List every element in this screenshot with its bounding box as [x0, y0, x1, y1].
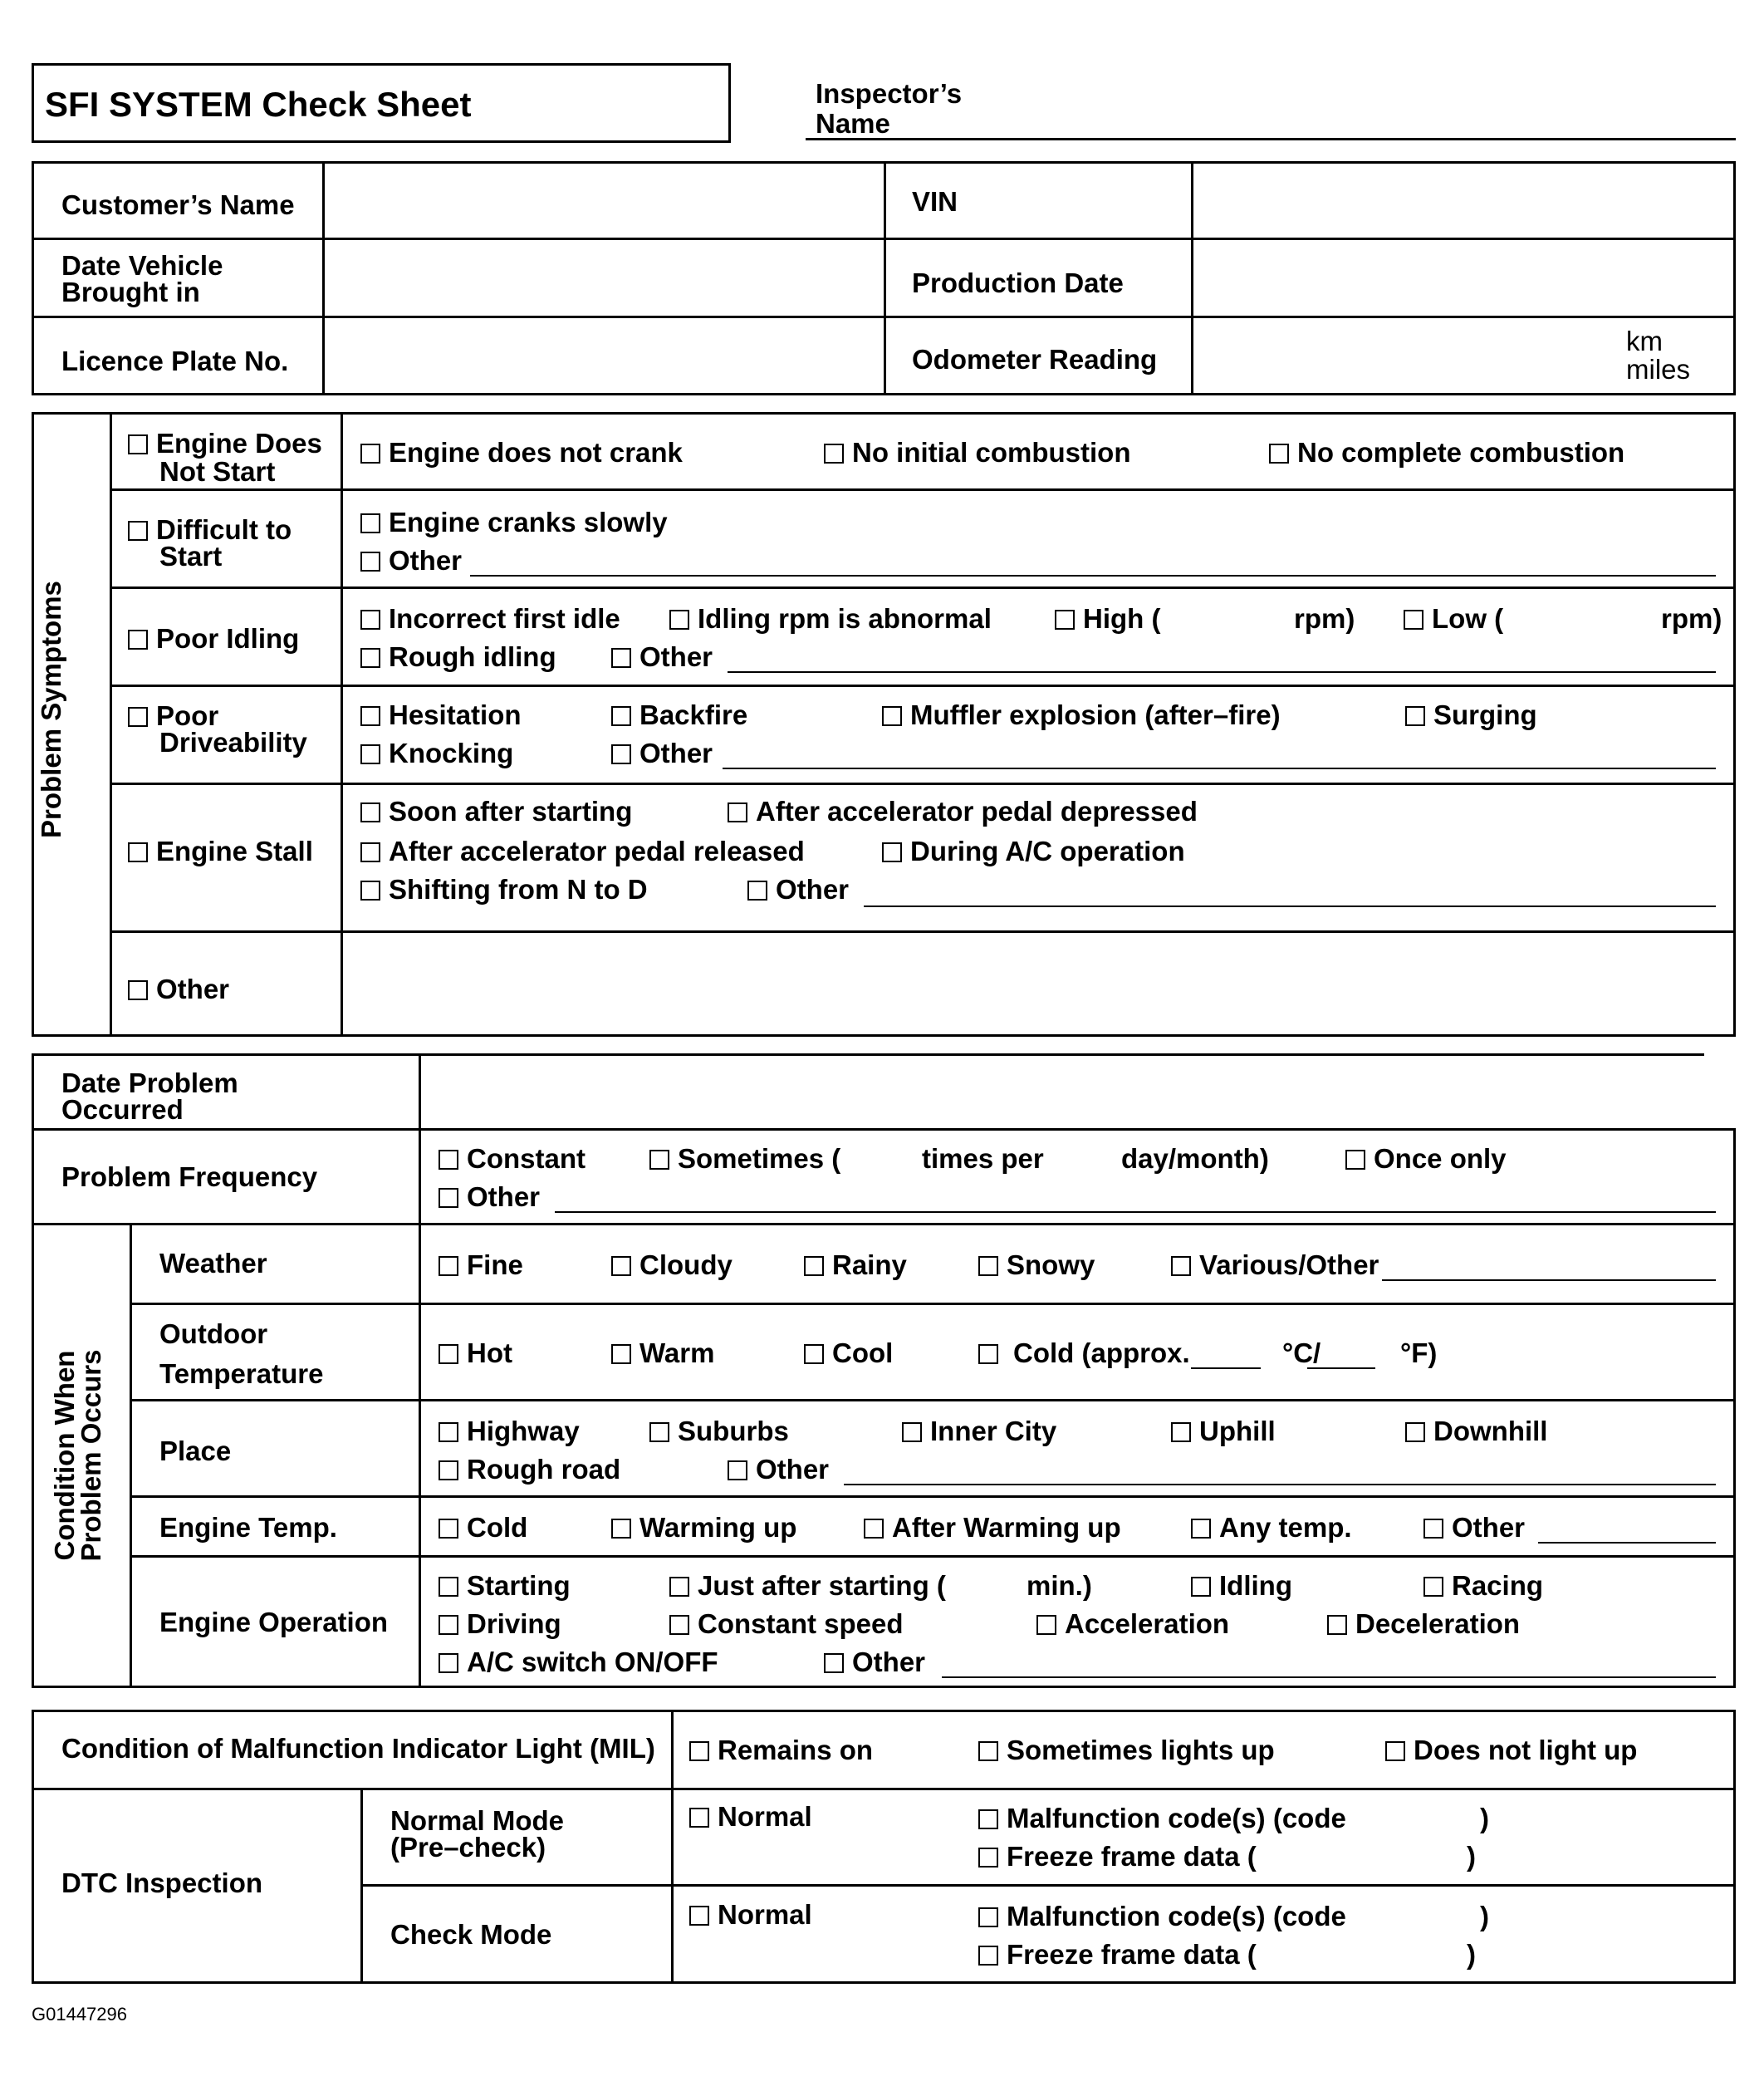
licence-plate-field[interactable] [326, 319, 880, 394]
customer-name-label: Customer’s Name [61, 189, 295, 220]
checkbox[interactable] [978, 1946, 998, 1966]
checkbox[interactable] [669, 610, 689, 630]
production-date-field[interactable] [1194, 241, 1732, 314]
idling-other-check[interactable]: Other [611, 643, 713, 671]
place-other-check[interactable]: Other [728, 1455, 829, 1484]
checkbox[interactable] [439, 1615, 458, 1635]
checkbox[interactable] [439, 1256, 458, 1276]
outdoor-temp-label-l2: Temperature [159, 1358, 324, 1389]
soon-after-starting-check[interactable]: Soon after starting [360, 798, 632, 826]
mil-remains-on-check[interactable]: Remains on [689, 1736, 873, 1764]
checkbox[interactable] [804, 1344, 824, 1364]
checkbox[interactable] [728, 802, 747, 822]
weather-rainy-check[interactable]: Rainy [804, 1251, 907, 1279]
checkbox[interactable] [128, 707, 148, 727]
place-rough-road-check[interactable]: Rough road [439, 1455, 620, 1484]
no-initial-combustion-check[interactable]: No initial combustion [824, 439, 1131, 467]
mil-does-not-light-check[interactable]: Does not light up [1385, 1736, 1637, 1764]
checkbox[interactable] [1405, 1422, 1425, 1442]
outdoor-temp-label-l1: Outdoor [159, 1318, 268, 1349]
vin-label: VIN [912, 186, 958, 217]
op-ac-switch-check[interactable]: A/C switch ON/OFF [439, 1648, 718, 1676]
checkbox[interactable] [611, 1256, 631, 1276]
checkbox[interactable] [1423, 1577, 1443, 1597]
place-suburbs-check[interactable]: Suburbs [649, 1417, 789, 1445]
checkbox[interactable] [611, 1344, 631, 1364]
checkbox[interactable] [1423, 1519, 1443, 1539]
checkbox[interactable] [360, 802, 380, 822]
no-complete-combustion-check[interactable]: No complete combustion [1269, 439, 1624, 467]
checkbox[interactable] [1191, 1519, 1211, 1539]
inspector-label-line1: Inspector’s [816, 78, 963, 109]
poor-driveability-check[interactable]: Poor [128, 703, 218, 729]
checkbox[interactable] [978, 1907, 998, 1927]
checkbox[interactable] [439, 1519, 458, 1539]
checkbox[interactable] [1327, 1615, 1347, 1635]
checkbox[interactable] [439, 1150, 458, 1170]
muffler-explosion-check[interactable]: Muffler explosion (after–fire) [882, 701, 1281, 729]
weather-fine-check[interactable]: Fine [439, 1251, 523, 1279]
temp-celsius-field[interactable] [1191, 1367, 1261, 1369]
freq-sometimes-check[interactable]: Sometimes ( [649, 1145, 840, 1173]
stall-other-check[interactable]: Other [747, 876, 849, 904]
checkbox[interactable] [360, 842, 380, 862]
dtc-inspection-label: DTC Inspection [61, 1868, 263, 1898]
checkbox[interactable] [128, 434, 148, 454]
checkbox[interactable] [360, 610, 380, 630]
op-just-after-starting-check[interactable]: Just after starting ( [669, 1572, 946, 1600]
freq-other-field[interactable] [555, 1211, 1716, 1213]
checkbox[interactable] [128, 842, 148, 862]
op-other-check[interactable]: Other [824, 1648, 925, 1676]
engine-does-not-start-label-l2: Not Start [159, 456, 276, 487]
odometer-label: Odometer Reading [912, 344, 1158, 375]
mil-label: Condition of Malfunction Indicator Light (MIL) [61, 1733, 655, 1764]
checkbox[interactable] [882, 842, 902, 862]
checkbox[interactable] [439, 1422, 458, 1442]
poor-idling-check[interactable]: Poor Idling [128, 625, 299, 653]
checkbox[interactable] [360, 706, 380, 726]
freq-constant-check[interactable]: Constant [439, 1145, 586, 1173]
checkbox[interactable] [128, 980, 148, 1000]
check-mode-normal-check[interactable]: Normal [689, 1901, 812, 1929]
checkbox[interactable] [728, 1460, 747, 1480]
normal-mode-freeze-close: ) [1467, 1841, 1476, 1872]
engine-temp-cold-check[interactable]: Cold [439, 1514, 527, 1542]
production-date-label: Production Date [912, 267, 1124, 298]
page-title: SFI SYSTEM Check Sheet [45, 85, 472, 124]
normal-mode-label-l2: (Pre–check) [390, 1832, 546, 1863]
temp-celsius-unit: °C/ [1282, 1337, 1321, 1368]
checkbox[interactable] [649, 1150, 669, 1170]
normal-mode-normal-check[interactable]: Normal [689, 1803, 812, 1831]
difficult-other-field[interactable] [470, 575, 1716, 577]
op-racing-check[interactable]: Racing [1423, 1572, 1543, 1600]
date-brought-label-l1: Date Vehicle [61, 250, 223, 281]
checkbox[interactable] [360, 881, 380, 901]
op-idling-check[interactable]: Idling [1191, 1572, 1292, 1600]
check-mode-code-check[interactable]: Malfunction code(s) (code [978, 1902, 1346, 1931]
op-min-unit: min.) [1027, 1570, 1092, 1601]
checkbox[interactable] [611, 744, 631, 764]
checkbox[interactable] [360, 648, 380, 668]
checkbox[interactable] [978, 1809, 998, 1829]
licence-plate-label: Licence Plate No. [61, 346, 289, 376]
mil-sometimes-check[interactable]: Sometimes lights up [978, 1736, 1275, 1764]
engine-stall-check[interactable]: Engine Stall [128, 837, 313, 866]
symptom-other-field[interactable] [344, 934, 1732, 1033]
engine-temp-other-field[interactable] [1538, 1542, 1716, 1544]
checkbox[interactable] [611, 706, 631, 726]
engine-temp-label: Engine Temp. [159, 1512, 337, 1543]
checkbox[interactable] [1171, 1256, 1191, 1276]
date-problem-top-line [32, 1053, 1704, 1056]
idling-low-rpm-unit: rpm) [1661, 603, 1722, 634]
temp-cool-check[interactable]: Cool [804, 1339, 893, 1367]
weather-snowy-check[interactable]: Snowy [978, 1251, 1095, 1279]
engine-does-not-start-check[interactable]: Engine Does [128, 430, 322, 457]
freq-once-only-check[interactable]: Once only [1345, 1145, 1507, 1173]
place-highway-check[interactable]: Highway [439, 1417, 580, 1445]
freq-other-check[interactable]: Other [439, 1183, 540, 1211]
checkbox[interactable] [1385, 1741, 1405, 1761]
temp-cold-check[interactable]: Cold (approx. [978, 1339, 1190, 1367]
checkbox[interactable] [439, 1653, 458, 1673]
date-problem-label-l1: Date Problem [61, 1067, 238, 1098]
idling-high-rpm-unit: rpm) [1294, 603, 1355, 634]
check-mode-label: Check Mode [390, 1919, 552, 1950]
date-problem-field[interactable] [422, 1057, 1732, 1126]
checkbox[interactable] [978, 1256, 998, 1276]
checkbox[interactable] [1191, 1577, 1211, 1597]
checkbox[interactable] [1405, 706, 1425, 726]
checkbox[interactable] [1171, 1422, 1191, 1442]
place-downhill-check[interactable]: Downhill [1405, 1417, 1547, 1445]
vin-field[interactable] [1194, 164, 1732, 236]
rough-idling-check[interactable]: Rough idling [360, 643, 556, 671]
weather-cloudy-check[interactable]: Cloudy [611, 1251, 733, 1279]
checkbox[interactable] [439, 1344, 458, 1364]
idling-other-field[interactable] [728, 671, 1716, 673]
odometer-unit-km: km [1626, 326, 1663, 356]
surging-check[interactable]: Surging [1405, 701, 1537, 729]
normal-mode-label-l1: Normal Mode [390, 1805, 565, 1836]
problem-symptoms-section-label: Problem Symptoms [36, 581, 66, 838]
checkbox[interactable] [360, 513, 380, 533]
idling-high-check[interactable]: High ( [1055, 605, 1160, 633]
checkbox[interactable] [360, 744, 380, 764]
normal-mode-code-check[interactable]: Malfunction code(s) (code [978, 1804, 1346, 1833]
weather-label: Weather [159, 1248, 267, 1279]
after-pedal-depressed-check[interactable]: After accelerator pedal depressed [728, 798, 1198, 826]
symptom-other-check[interactable]: Other [128, 975, 229, 1004]
checkbox[interactable] [128, 521, 148, 541]
op-acceleration-check[interactable]: Acceleration [1036, 1610, 1229, 1638]
checkbox[interactable] [978, 1848, 998, 1868]
checkbox[interactable] [439, 1460, 458, 1480]
place-other-field[interactable] [844, 1484, 1716, 1485]
checkbox[interactable] [1269, 444, 1289, 464]
checkbox[interactable] [669, 1615, 689, 1635]
checkbox[interactable] [902, 1422, 922, 1442]
condition-section-label: Condition When Problem Occurs [49, 1349, 106, 1562]
checkbox[interactable] [804, 1256, 824, 1276]
check-mode-code-close: ) [1480, 1901, 1489, 1931]
checkbox[interactable] [439, 1577, 458, 1597]
checkbox[interactable] [978, 1344, 998, 1364]
backfire-check[interactable]: Backfire [611, 701, 747, 729]
engine-temp-warming-check[interactable]: Warming up [611, 1514, 796, 1542]
date-brought-field[interactable] [326, 241, 880, 314]
idling-low-check[interactable]: Low ( [1404, 605, 1503, 633]
engine-temp-any-check[interactable]: Any temp. [1191, 1514, 1352, 1542]
driveability-other-check[interactable]: Other [611, 739, 713, 768]
checkbox[interactable] [360, 444, 380, 464]
checkbox[interactable] [1345, 1150, 1365, 1170]
place-inner-city-check[interactable]: Inner City [902, 1417, 1056, 1445]
knocking-check[interactable]: Knocking [360, 739, 513, 768]
weather-other-field[interactable] [1382, 1279, 1716, 1281]
temp-fahrenheit-field[interactable] [1307, 1367, 1375, 1369]
op-other-field[interactable] [942, 1676, 1716, 1678]
date-problem-label-l2: Occurred [61, 1094, 184, 1125]
poor-driveability-label-l2: Driveability [159, 727, 307, 758]
driveability-other-field[interactable] [723, 768, 1716, 769]
after-pedal-released-check[interactable]: After accelerator pedal released [360, 837, 805, 866]
checkbox[interactable] [747, 881, 767, 901]
normal-mode-code-close: ) [1480, 1803, 1489, 1833]
stall-other-field[interactable] [864, 906, 1716, 907]
checkbox[interactable] [649, 1422, 669, 1442]
freq-day-month-label: day/month) [1121, 1143, 1269, 1174]
normal-mode-freeze-check[interactable]: Freeze frame data ( [978, 1843, 1257, 1871]
checkbox[interactable] [824, 444, 844, 464]
temp-warm-check[interactable]: Warm [611, 1339, 714, 1367]
place-uphill-check[interactable]: Uphill [1171, 1417, 1276, 1445]
difficult-to-start-check[interactable]: Difficult to [128, 517, 292, 543]
check-mode-freeze-check[interactable]: Freeze frame data ( [978, 1941, 1257, 1969]
op-starting-check[interactable]: Starting [439, 1572, 571, 1600]
temp-fahrenheit-unit: °F) [1400, 1337, 1438, 1368]
checkbox[interactable] [611, 648, 631, 668]
difficult-other-check[interactable]: Other [360, 547, 462, 575]
op-driving-check[interactable]: Driving [439, 1610, 561, 1638]
figure-code: G01447296 [32, 2004, 127, 2025]
checkbox[interactable] [689, 1741, 709, 1761]
inspector-label-line2: Name [816, 108, 890, 139]
freq-times-per-label: times per [922, 1143, 1044, 1174]
shifting-n-to-d-check[interactable]: Shifting from N to D [360, 876, 648, 904]
weather-various-check[interactable]: Various/Other [1171, 1251, 1379, 1279]
temp-hot-check[interactable]: Hot [439, 1339, 512, 1367]
place-label: Place [159, 1436, 232, 1466]
checkbox[interactable] [669, 1577, 689, 1597]
odometer-unit-miles: miles [1626, 354, 1691, 385]
checkbox[interactable] [439, 1188, 458, 1208]
hesitation-check[interactable]: Hesitation [360, 701, 522, 729]
checkbox[interactable] [1055, 610, 1075, 630]
engine-operation-label: Engine Operation [159, 1607, 389, 1637]
checkbox[interactable] [360, 552, 380, 572]
checkbox[interactable] [1036, 1615, 1056, 1635]
checkbox[interactable] [824, 1653, 844, 1673]
checkbox[interactable] [882, 706, 902, 726]
engine-does-not-crank-check[interactable]: Engine does not crank [360, 439, 683, 467]
incorrect-first-idle-check[interactable]: Incorrect first idle [360, 605, 620, 633]
problem-frequency-label: Problem Frequency [61, 1161, 318, 1192]
op-constant-speed-check[interactable]: Constant speed [669, 1610, 904, 1638]
checkbox[interactable] [1404, 610, 1423, 630]
inspector-name-field[interactable] [806, 138, 1736, 140]
check-mode-freeze-close: ) [1467, 1939, 1476, 1970]
odometer-field[interactable] [1194, 319, 1610, 394]
date-brought-label-l2: Brought in [61, 277, 200, 307]
checkbox[interactable] [689, 1808, 709, 1828]
checkbox[interactable] [864, 1519, 884, 1539]
difficult-to-start-label-l2: Start [159, 541, 223, 572]
checkbox[interactable] [689, 1906, 709, 1926]
checkbox[interactable] [611, 1519, 631, 1539]
idling-rpm-abnormal-check[interactable]: Idling rpm is abnormal [669, 605, 992, 633]
engine-temp-other-check[interactable]: Other [1423, 1514, 1525, 1542]
during-ac-operation-check[interactable]: During A/C operation [882, 837, 1185, 866]
customer-name-field[interactable] [326, 164, 880, 236]
checkbox[interactable] [978, 1741, 998, 1761]
checkbox[interactable] [128, 630, 148, 650]
engine-temp-after-warming-check[interactable]: After Warming up [864, 1514, 1121, 1542]
engine-cranks-slowly-check[interactable]: Engine cranks slowly [360, 508, 668, 537]
op-deceleration-check[interactable]: Deceleration [1327, 1610, 1520, 1638]
